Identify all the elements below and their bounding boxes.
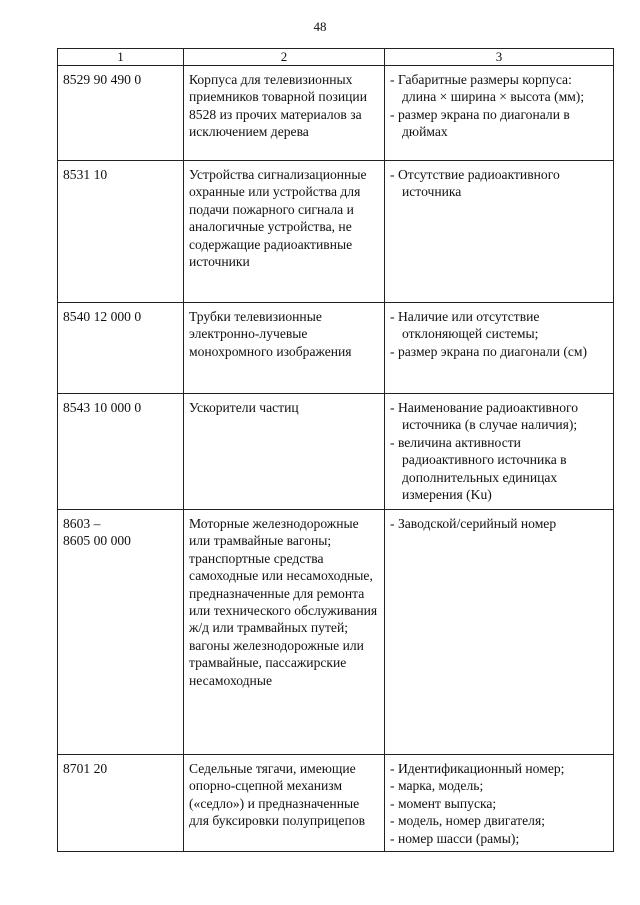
attributes-cell	[385, 66, 614, 161]
hs-code: 8701 20	[63, 761, 108, 776]
attributes-cell	[385, 394, 614, 510]
table-row	[58, 161, 614, 303]
attribute-item: - модель, номер двигателя;	[390, 813, 545, 829]
table-row	[58, 510, 614, 755]
attributes-cell	[385, 161, 614, 303]
code-cell	[58, 66, 184, 161]
code-cell	[58, 755, 184, 852]
attribute-item: - размер экрана по диагонали (см)	[390, 343, 588, 359]
hs-code: 8605 00 000	[63, 533, 131, 549]
attribute-item: - номер шасси (рамы);	[390, 830, 520, 846]
code-cell	[58, 510, 184, 755]
table-row	[58, 303, 614, 394]
attribute-item: - момент выпуска;	[390, 795, 497, 811]
goods-table	[57, 48, 614, 852]
description-cell: Ускорители частиц	[184, 394, 385, 510]
attributes-cell	[385, 510, 614, 755]
page-number: 48	[313, 19, 327, 34]
column-header-1: 1	[58, 49, 184, 66]
attribute-item: - величина активности радиоактивного источника в дополнительных единицах измерения (Ku)	[390, 434, 567, 503]
attributes-cell	[385, 303, 614, 394]
description-cell: Устройства сигнализационные охранные или устройства для подачи пожарного сигнала и аналогичные устройства, не содержащие радиоактивные источники	[184, 161, 385, 303]
description-cell: Седельные тягачи, имеющие опорно-сцепной механизм («седло») и предназначенные для буксировки полуприцепов	[184, 755, 385, 852]
column-header-2: 2	[184, 49, 385, 66]
table-row	[58, 755, 614, 852]
hs-code: 8531 10	[63, 167, 108, 182]
attribute-item: - Идентификационный номер;	[390, 761, 565, 776]
attribute-item: - Наименование радиоактивного источника (в случае наличия);	[390, 400, 579, 433]
hs-code: 8529 90 490 0	[63, 72, 142, 87]
attribute-item: - Отсутствие радиоактивного источника	[390, 167, 560, 200]
code-cell	[58, 303, 184, 394]
attribute-item: - размер экрана по диагонали в дюймах	[390, 106, 570, 140]
code-cell	[58, 161, 184, 303]
attribute-item: - Наличие или отсутствие отклоняющей системы;	[390, 309, 540, 342]
table-row	[58, 66, 614, 161]
description-cell: Моторные железнодорожные или трамвайные вагоны; транспортные средства самоходные или несамоходные, предназначенные для ремонта или технического обслуживания ж/д или трамвайных путей; вагоны железнодорожные или трамвайные, пассажирские несамоходные	[184, 510, 385, 755]
attribute-item: - марка, модель;	[390, 778, 484, 794]
description-cell: Корпуса для телевизионных приемников товарной позиции 8528 из прочих материалов за исключением дерева	[184, 66, 385, 161]
hs-code: 8543 10 000 0	[63, 400, 142, 415]
code-cell	[58, 394, 184, 510]
table-row	[58, 394, 614, 510]
attribute-item: - Габаритные размеры корпуса: длина × ширина × высота (мм);	[390, 72, 585, 105]
table-header-row	[58, 49, 614, 66]
hs-code: 8603 –	[63, 516, 101, 531]
hs-code: 8540 12 000 0	[63, 309, 142, 324]
description-cell: Трубки телевизионные электронно-лучевые монохромного изображения	[184, 303, 385, 394]
column-header-3: 3	[385, 49, 614, 66]
attribute-item: - Заводской/серийный номер	[390, 516, 557, 531]
attributes-cell	[385, 755, 614, 852]
